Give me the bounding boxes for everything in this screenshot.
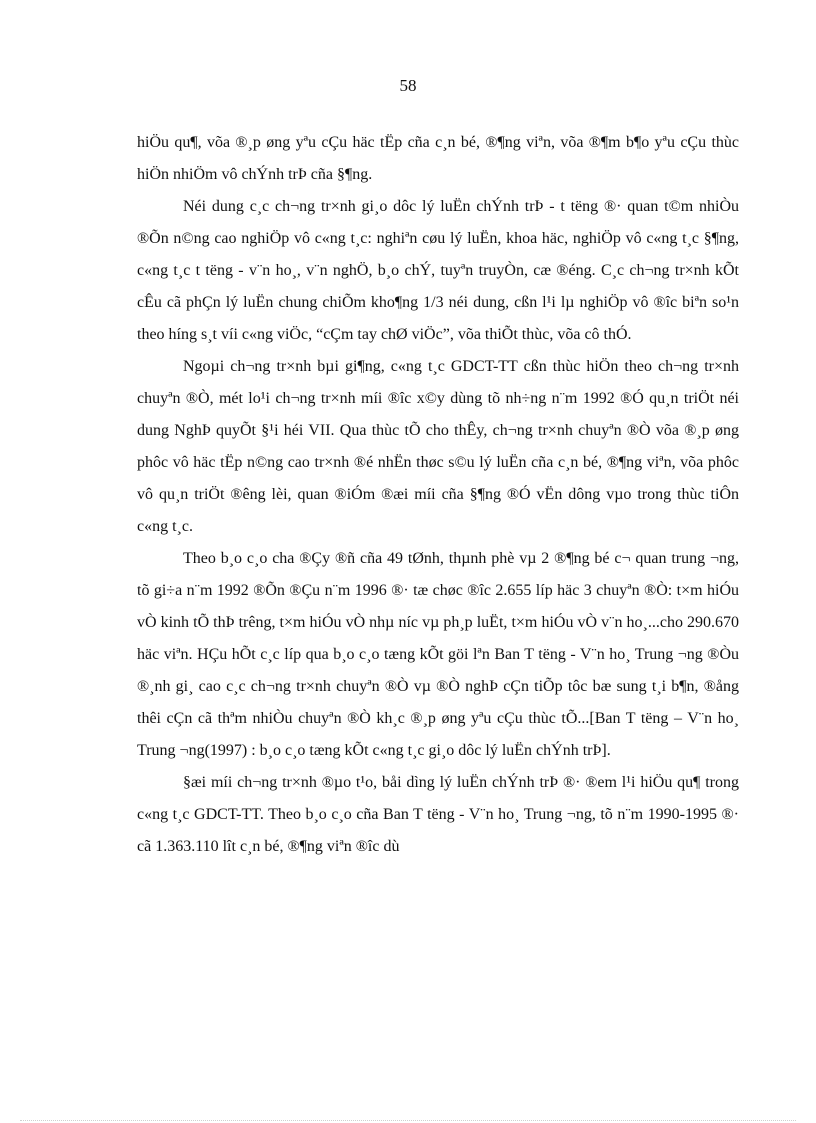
- body-text: [137, 127, 739, 863]
- paragraph-4: Theo b¸o c¸o cha ®Çy ®ñ cña 49 tØnh, thµnh phè vµ 2 ®¶ng bé c¬ quan trung ¬ng, tõ gi÷a n¨m 1992 ®Õn ®Çu n¨m 1996 ®· tæ chøc ®îc 2.655 líp häc 3 chuyªn ®Ò: t×m hiÓu vÒ kinh tÕ thÞ trêng, t×m hiÓu vÒ nhµ níc vµ ph¸p luËt, t×m hiÓu vÒ v¨n ho¸...cho 290.670 häc viªn. HÇu hÕt c¸c líp qua b¸o c¸o tæng kÕt göi lªn Ban T tëng - V¨n ho¸ Trung ¬ng ®Òu ®¸nh gi¸ cao c¸c ch¬ng tr×nh chuyªn ®Ò vµ ®Ò nghÞ cÇn tiÕp tôc bæ sung t¸i b¶n, ®ång thêi cÇn cã thªm nhiÒu chuyªn ®Ò kh¸c ®¸p øng yªu cÇu thùc tÕ...[Ban T tëng – V¨n ho¸ Trung ¬ng(1997) : b¸o c¸o tæng kÕt c«ng t¸c gi¸o dôc lý luËn chÝnh trÞ].: [137, 550, 739, 759]
- paragraph-2: Néi dung c¸c ch¬ng tr×nh gi¸o dôc lý luËn chÝnh trÞ - t tëng ®· quan t©m nhiÒu ®Õn n©ng cao nghiÖp vô c«ng t¸c: nghiªn cøu lý luËn, khoa häc, nghiÖp vô c«ng t¸c §¶ng, c«ng t¸c t tëng - v¨n ho¸, v¨n nghÖ, b¸o chÝ, tuyªn truyÒn, cæ ®éng. C¸c ch¬ng tr×nh kÕt cÊu cã phÇn lý luËn chung chiÕm kho¶ng 1/3 néi dung, cßn l¹i lµ nghiÖp vô ®îc biªn so¹n theo híng s¸t víi c«ng viÖc, “cÇm tay chØ viÖc”, võa thiÕt thùc, võa cô thÓ.: [137, 198, 739, 343]
- page-bottom-divider: [20, 1120, 796, 1121]
- paragraph-5: §æi míi ch¬ng tr×nh ®µo t¹o, båi dìng lý luËn chÝnh trÞ ®· ®em l¹i hiÖu qu¶ trong c«ng t¸c GDCT-TT. Theo b¸o c¸o cña Ban T tëng - V¨n ho¸ Trung ¬ng, tõ n¨m 1990-1995 ®· cã 1.363.110 lît c¸n bé, ®¶ng viªn ®îc dù: [137, 774, 739, 855]
- paragraph-1: hiÖu qu¶, võa ®¸p øng yªu cÇu häc tËp cña c¸n bé, ®¶ng viªn, võa ®¶m b¶o yªu cÇu thùc hiÖn nhiÖm vô chÝnh trÞ cña §¶ng.: [137, 134, 739, 183]
- paragraph-3: Ngoµi ch¬ng tr×nh bµi gi¶ng, c«ng t¸c GDCT-TT cßn thùc hiÖn theo ch¬ng tr×nh chuyªn ®Ò, mét lo¹i ch¬ng tr×nh míi ®îc x©y dùng tõ nh÷ng n¨m 1992 ®Ó qu¸n triÖt néi dung NghÞ quyÕt §¹i héi VII. Qua thùc tÕ cho thÊy, ch¬ng tr×nh chuyªn ®Ò võa ®¸p øng phôc vô häc tËp n©ng cao tr×nh ®é nhËn thøc s©u lý luËn cña c¸n bé, ®¶ng viªn, võa phôc vô qu¸n triÖt ®êng lèi, quan ®iÓm ®æi míi cña §¶ng ®Ó vËn dông vµo trong thùc tiÔn c«ng t¸c.: [137, 358, 739, 535]
- page-number: 58: [399, 76, 417, 95]
